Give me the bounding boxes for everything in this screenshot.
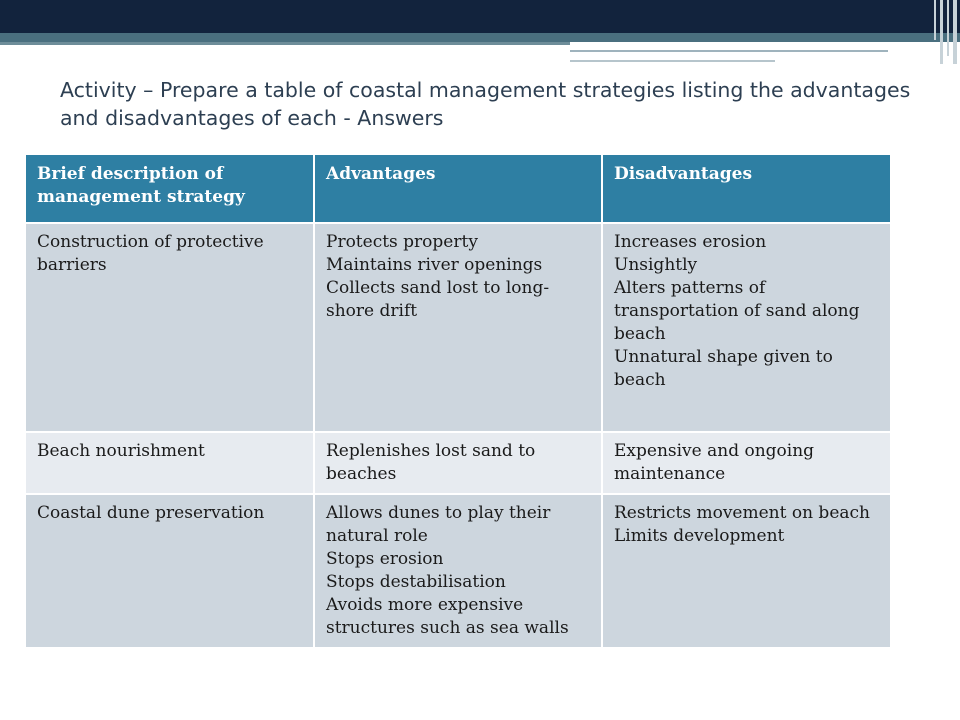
coastal-management-table	[24, 153, 892, 649]
disadvantage-item: Expensive and ongoing maintenance	[614, 441, 815, 484]
disadvantage-item: Restricts movement on beach	[614, 503, 870, 523]
header-strategy: Brief description of management strategy	[25, 154, 314, 223]
disadvantage-item: Limits development	[614, 526, 785, 546]
advantage-item: Stops destabilisation	[326, 572, 506, 592]
disadvantages-cell	[602, 494, 891, 648]
accent-strip-lower	[0, 42, 570, 45]
table-header-row	[25, 154, 891, 223]
decorative-vertical-lines	[930, 0, 960, 64]
strategy-cell: Construction of protective barriers	[25, 223, 314, 432]
accent-strip	[0, 33, 960, 42]
header-disadvantages: Disadvantages	[602, 154, 891, 223]
advantage-item: Replenishes lost sand to beaches	[326, 441, 536, 484]
decorative-line	[570, 50, 888, 52]
table-row	[25, 223, 891, 432]
disadvantages-cell	[602, 223, 891, 432]
disadvantages-cell	[602, 432, 891, 494]
decorative-line-short	[570, 60, 775, 62]
advantage-item: Protects property	[326, 232, 478, 252]
header-advantages: Advantages	[314, 154, 602, 223]
advantage-item: Stops erosion	[326, 549, 444, 569]
slide-title: Activity – Prepare a table of coastal management strategies listing the advantages and disadvantages of each - Answers	[60, 78, 911, 130]
table-row	[25, 432, 891, 494]
advantage-item: Avoids more expensive structures such as sea walls	[326, 595, 569, 638]
disadvantage-item: Unsightly	[614, 255, 698, 275]
table-row	[25, 494, 891, 648]
disadvantage-item: Alters patterns of transportation of sand along beach	[614, 278, 860, 344]
advantage-item: Maintains river openings	[326, 255, 543, 275]
strategy-cell: Beach nourishment	[25, 432, 314, 494]
disadvantage-item: Increases erosion	[614, 232, 767, 252]
advantages-cell	[314, 432, 602, 494]
advantage-item: Allows dunes to play their natural role	[326, 503, 551, 546]
top-banner	[0, 0, 960, 33]
strategy-cell: Coastal dune preservation	[25, 494, 314, 648]
advantage-item: Collects sand lost to long-shore drift	[326, 278, 550, 321]
advantages-cell	[314, 223, 602, 432]
advantages-cell	[314, 494, 602, 648]
disadvantage-item: Unnatural shape given to beach	[614, 347, 833, 390]
